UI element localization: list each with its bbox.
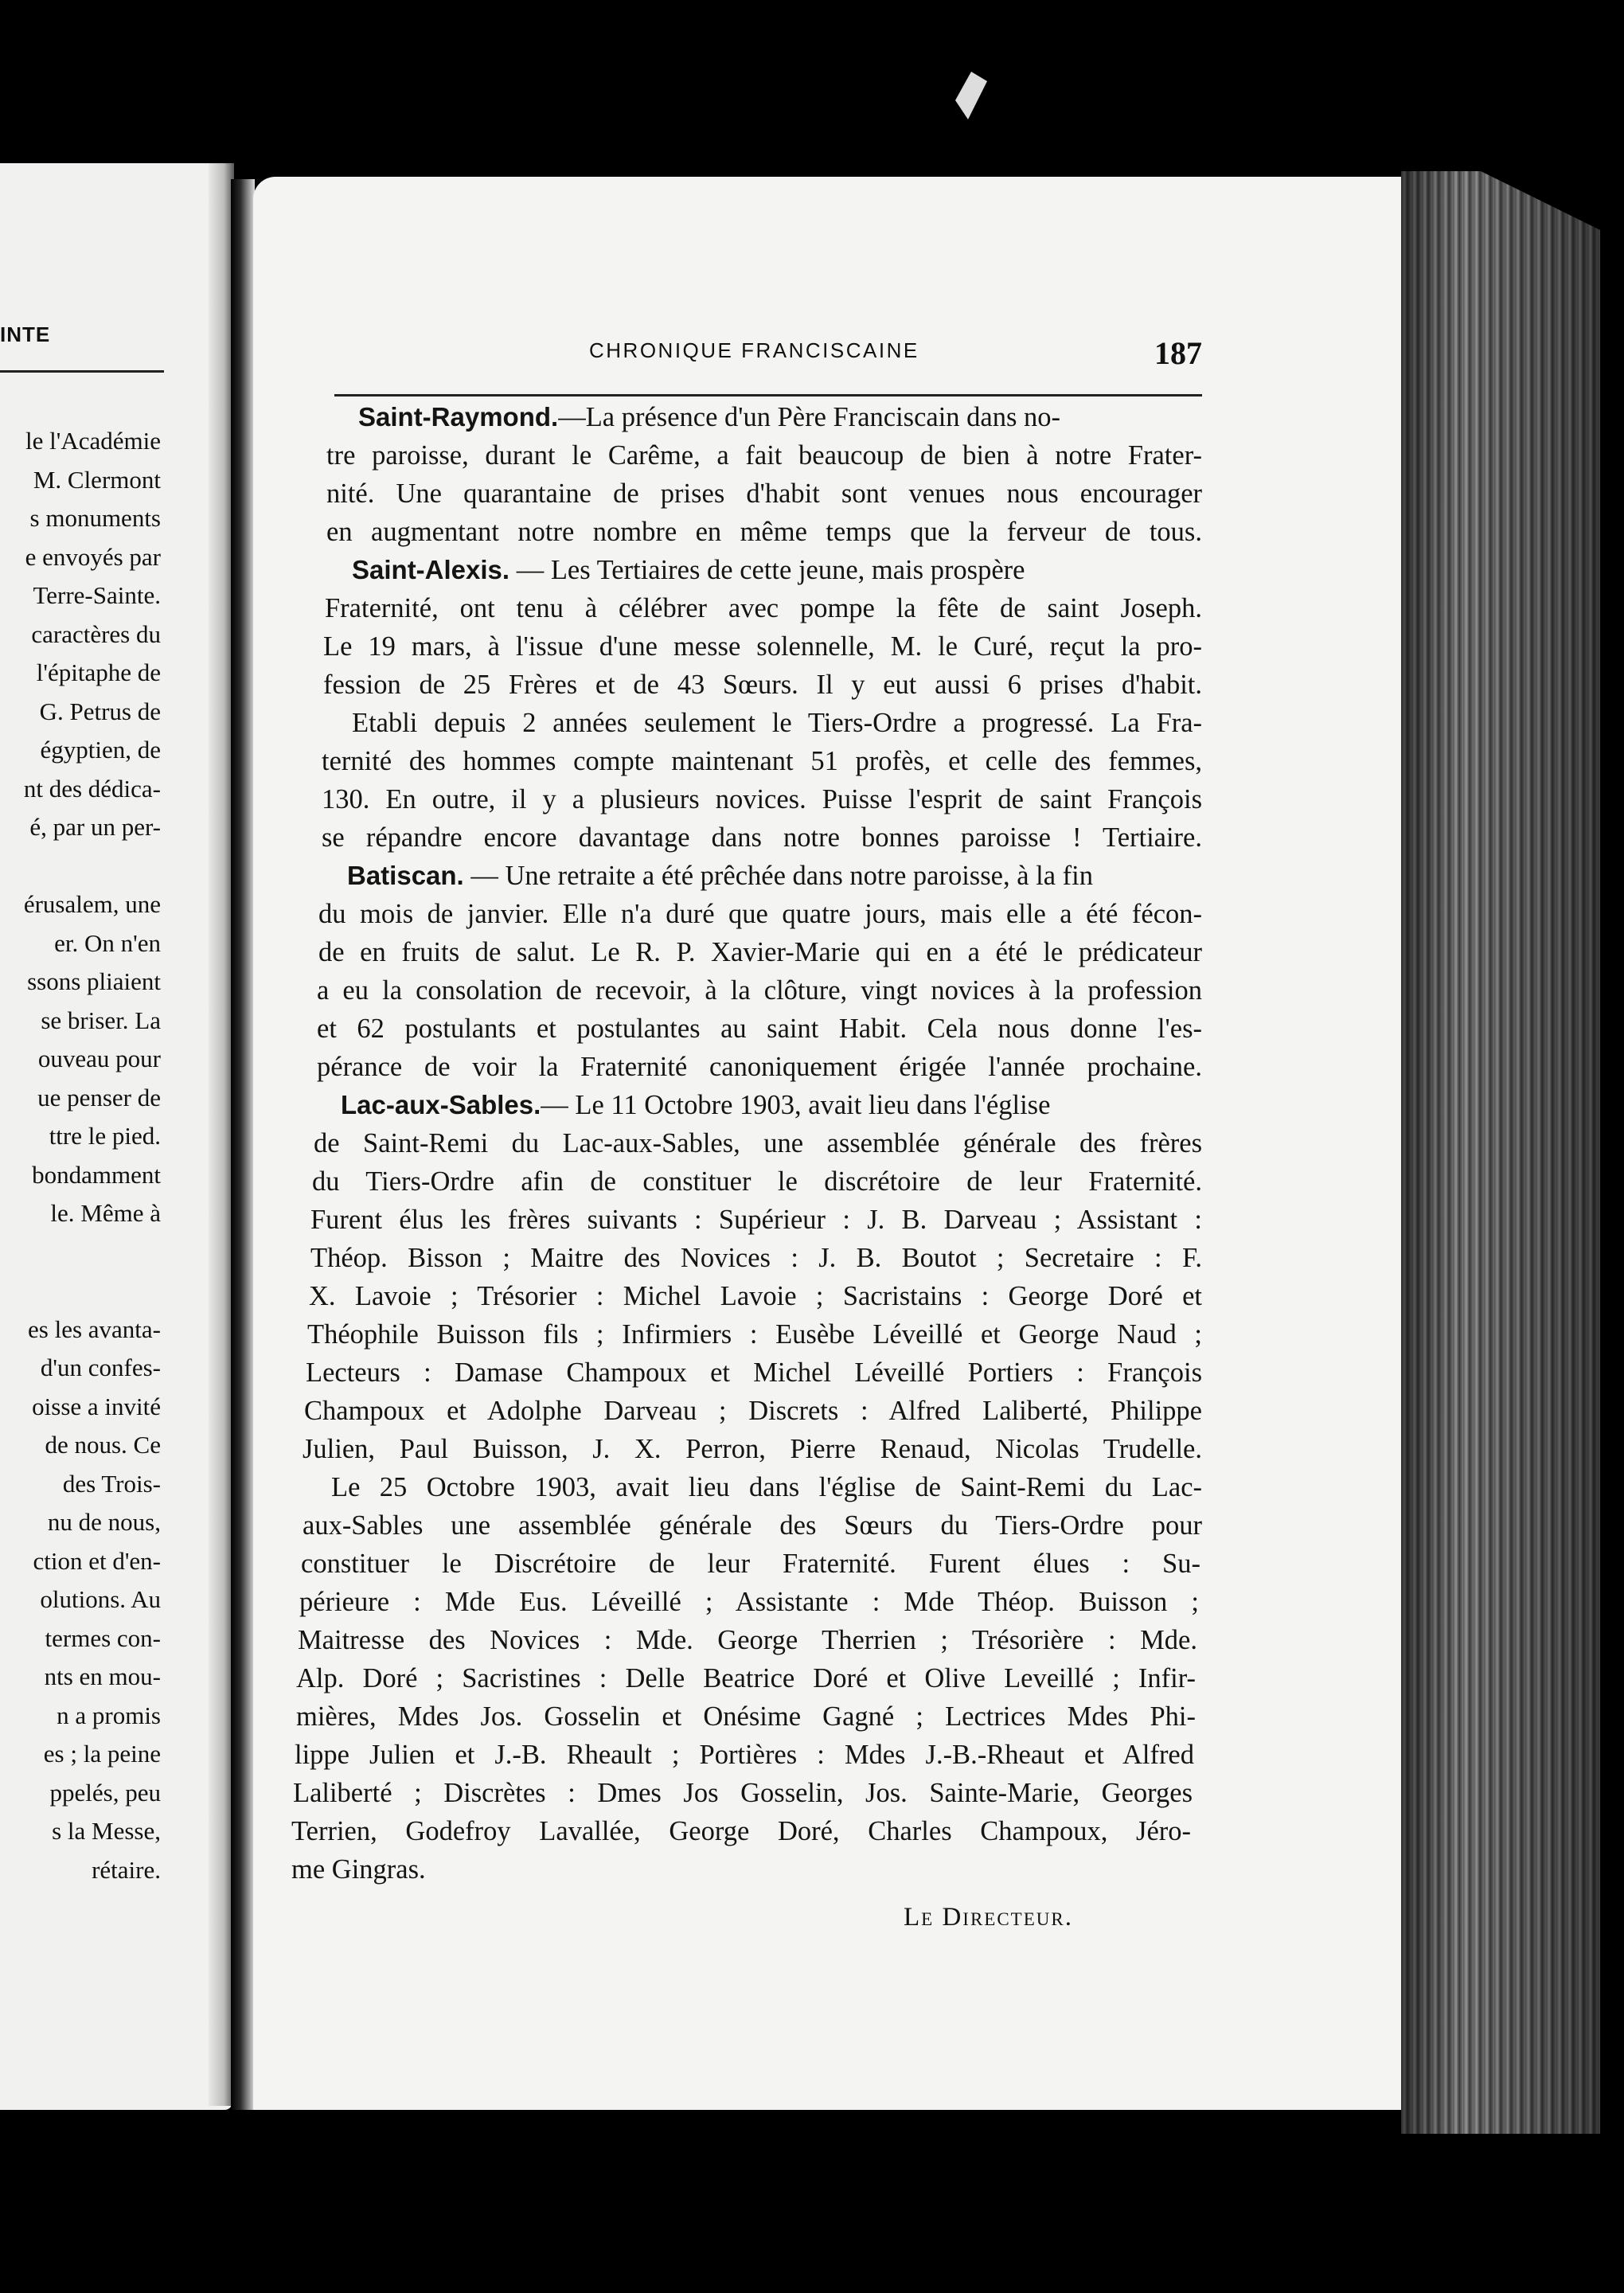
text-line: aux-Sables une assemblée générale des Sœurs du Tiers-Ordre pour <box>303 1510 1202 1541</box>
text-line: Le 19 mars, à l'issue d'une messe solennelle, M. le Curé, reçut la pro- <box>323 631 1202 662</box>
text-line: Lecteurs : Damase Champoux et Michel Léveillé Portiers : François <box>306 1357 1202 1388</box>
left-text-line: termes con- <box>45 1623 161 1652</box>
text-line: Julien, Paul Buisson, J. X. Perron, Pierre Renaud, Nicolas Trudelle. <box>303 1434 1202 1464</box>
left-text-line: oisse a invité <box>32 1392 161 1420</box>
text-line: Théop. Bisson ; Maitre des Novices : J. B. Boutot ; Secretaire : F. <box>310 1243 1202 1273</box>
signature: Le Directeur. <box>904 1903 1073 1932</box>
left-text-line: Terre-Sainte. <box>33 581 161 609</box>
text-line: Etabli depuis 2 années seulement le Tiers-Ordre a progressé. La Fra- <box>352 708 1202 738</box>
left-text-line: ouveau pour <box>37 1045 161 1072</box>
left-text-line: é, par un per- <box>29 813 161 841</box>
section-head-batiscan: Batiscan. <box>347 861 464 890</box>
text-line: lippe Julien et J.-B. Rheault ; Portières : Mdes J.-B.-Rheaut et Alfred <box>295 1740 1194 1770</box>
left-text-line: rétaire. <box>92 1855 161 1884</box>
left-text-line: er. On n'en <box>54 928 161 957</box>
text-line: et 62 postulants et postulantes au saint Habit. Cela nous donne l'es- <box>317 1014 1202 1044</box>
left-text-line: se briser. La <box>41 1006 161 1034</box>
text-line <box>358 398 1202 436</box>
line-text: —La présence d'un Père Franciscain dans no- <box>558 402 1061 432</box>
text-line: de en fruits de salut. Le R. P. Xavier-Marie qui en a été le prédicateur <box>318 937 1202 967</box>
left-text-line: ction et d'en- <box>33 1546 161 1575</box>
text-line: Champoux et Adolphe Darveau ; Discrets : Alfred Laliberté, Philippe <box>304 1396 1202 1426</box>
left-text-line: le. Même à <box>50 1199 161 1227</box>
left-text-line: ue penser de <box>37 1083 161 1111</box>
text-line: me Gingras. <box>291 1854 426 1885</box>
text-line: Alp. Doré ; Sacristines : Delle Beatrice Doré et Olive Leveillé ; Infir- <box>296 1663 1196 1693</box>
left-text-line: égyptien, de <box>40 736 161 764</box>
text-line: périeure : Mde Eus. Léveillé ; Assistante : Mde Théop. Buisson ; <box>299 1587 1199 1617</box>
left-text-line: le l'Académie <box>25 427 161 455</box>
left-text-line: ttre le pied. <box>49 1122 161 1150</box>
left-text-line: es ; la peine <box>43 1740 161 1768</box>
text-line: en augmentant notre nombre en même temps que la ferveur de tous. <box>326 517 1202 547</box>
text-line: a eu la consolation de recevoir, à la clôture, vingt novices à la profession <box>317 975 1202 1006</box>
left-text-line: bondamment <box>32 1160 161 1189</box>
text-line: Laliberté ; Discrètes : Dmes Jos Gosselin, Jos. Sainte-Marie, Georges <box>293 1778 1193 1808</box>
left-text-line: caractères du <box>31 619 161 648</box>
left-text-line: es les avanta- <box>28 1314 161 1343</box>
left-text-line: des Trois- <box>62 1469 161 1498</box>
left-header-rule <box>0 370 164 373</box>
running-header: CHRONIQUE FRANCISCAINE <box>589 338 919 362</box>
text-line <box>347 857 1202 895</box>
text-line: du mois de janvier. Elle n'a duré que quatre jours, mais elle a été fécon- <box>318 899 1202 929</box>
left-text-line: e envoyés par <box>25 542 161 571</box>
line-text: — Une retraite a été prêchée dans notre paroisse, à la fin <box>463 861 1093 891</box>
text-line <box>352 551 1202 589</box>
left-text-line: ssons pliaient <box>27 967 161 995</box>
text-line: Furent élus les frères suivants : Supérieur : J. B. Darveau ; Assistant : <box>310 1205 1202 1235</box>
left-text-line: ppelés, peu <box>49 1778 161 1807</box>
line-text: — Les Tertiaires de cette jeune, mais prospère <box>509 555 1025 585</box>
section-head-lac-aux-sables: Lac-aux-Sables. <box>341 1090 541 1119</box>
left-text-line: G. Petrus de <box>39 697 161 725</box>
text-line: Le 25 Octobre 1903, avait lieu dans l'église de Saint-Remi du Lac- <box>331 1472 1202 1502</box>
text-line: constituer le Discrétoire de leur Fraternité. Furent élues : Su- <box>301 1549 1200 1579</box>
header-rule <box>334 394 1202 396</box>
left-text-line: d'un confes- <box>40 1354 161 1381</box>
text-line: Terrien, Godefroy Lavallée, George Doré, Charles Champoux, Jéro- <box>291 1816 1191 1846</box>
left-text-line: érusalem, une <box>23 890 161 918</box>
text-line: nité. Une quarantaine de prises d'habit sont venues nous encourager <box>326 479 1202 509</box>
text-line: mières, Mdes Jos. Gosselin et Onésime Gagné ; Lectrices Mdes Phi- <box>296 1701 1196 1732</box>
text-line: se répandre encore davantage dans notre bonnes paroisse ! Tertiaire. <box>322 822 1202 853</box>
left-text-line: s monuments <box>29 504 161 532</box>
text-line: ternité des hommes compte maintenant 51 profès, et celle des femmes, <box>322 746 1202 776</box>
text-line: Théophile Buisson fils ; Infirmiers : Eusèbe Léveillé et George Naud ; <box>307 1319 1202 1350</box>
section-head-saint-raymond: Saint-Raymond. <box>358 402 559 432</box>
left-text-line: nts en mou- <box>44 1662 161 1690</box>
text-line: X. Lavoie ; Trésorier : Michel Lavoie ; Sacristains : George Doré et <box>309 1281 1202 1311</box>
section-head-saint-alexis: Saint-Alexis. <box>352 555 510 584</box>
text-line: 130. En outre, il y a plusieurs novices. Puisse l'esprit de saint François <box>322 784 1202 814</box>
left-text-line: M. Clermont <box>33 465 161 494</box>
debris-mark <box>955 72 987 119</box>
text-line: tre paroisse, durant le Carême, a fait beaucoup de bien à notre Frater- <box>326 440 1202 471</box>
left-running-header: INTE <box>0 322 51 346</box>
page-number: 187 <box>1154 335 1202 371</box>
text-line: du Tiers-Ordre afin de constituer le discrétoire de leur Fraternité. <box>312 1166 1202 1197</box>
left-text-line: s la Messe, <box>52 1817 161 1845</box>
text-line: pérance de voir la Fraternité canoniquement érigée l'année prochaine. <box>317 1052 1202 1082</box>
left-text-line: olutions. Au <box>40 1585 161 1613</box>
text-line: Fraternité, ont tenu à célébrer avec pompe la fête de saint Joseph. <box>325 593 1202 623</box>
page-edges-shade <box>1401 171 1600 2134</box>
text-line: de Saint-Remi du Lac-aux-Sables, une assemblée générale des frères <box>314 1128 1202 1158</box>
line-text: — Le 11 Octobre 1903, avait lieu dans l'église <box>541 1090 1051 1120</box>
left-text-line: nu de nous, <box>47 1508 161 1536</box>
left-text-line: l'épitaphe de <box>36 658 161 686</box>
text-line: fession de 25 Frères et de 43 Sœurs. Il y eut aussi 6 prises d'habit. <box>323 670 1202 700</box>
text-line: Maitresse des Novices : Mde. George Therrien ; Trésorière : Mde. <box>298 1625 1197 1655</box>
book-spine <box>231 179 255 2110</box>
left-text-line: de nous. Ce <box>45 1431 161 1459</box>
left-text-line: nt des dédica- <box>23 774 161 803</box>
left-text-line: n a promis <box>57 1701 161 1729</box>
text-line <box>341 1086 1202 1124</box>
